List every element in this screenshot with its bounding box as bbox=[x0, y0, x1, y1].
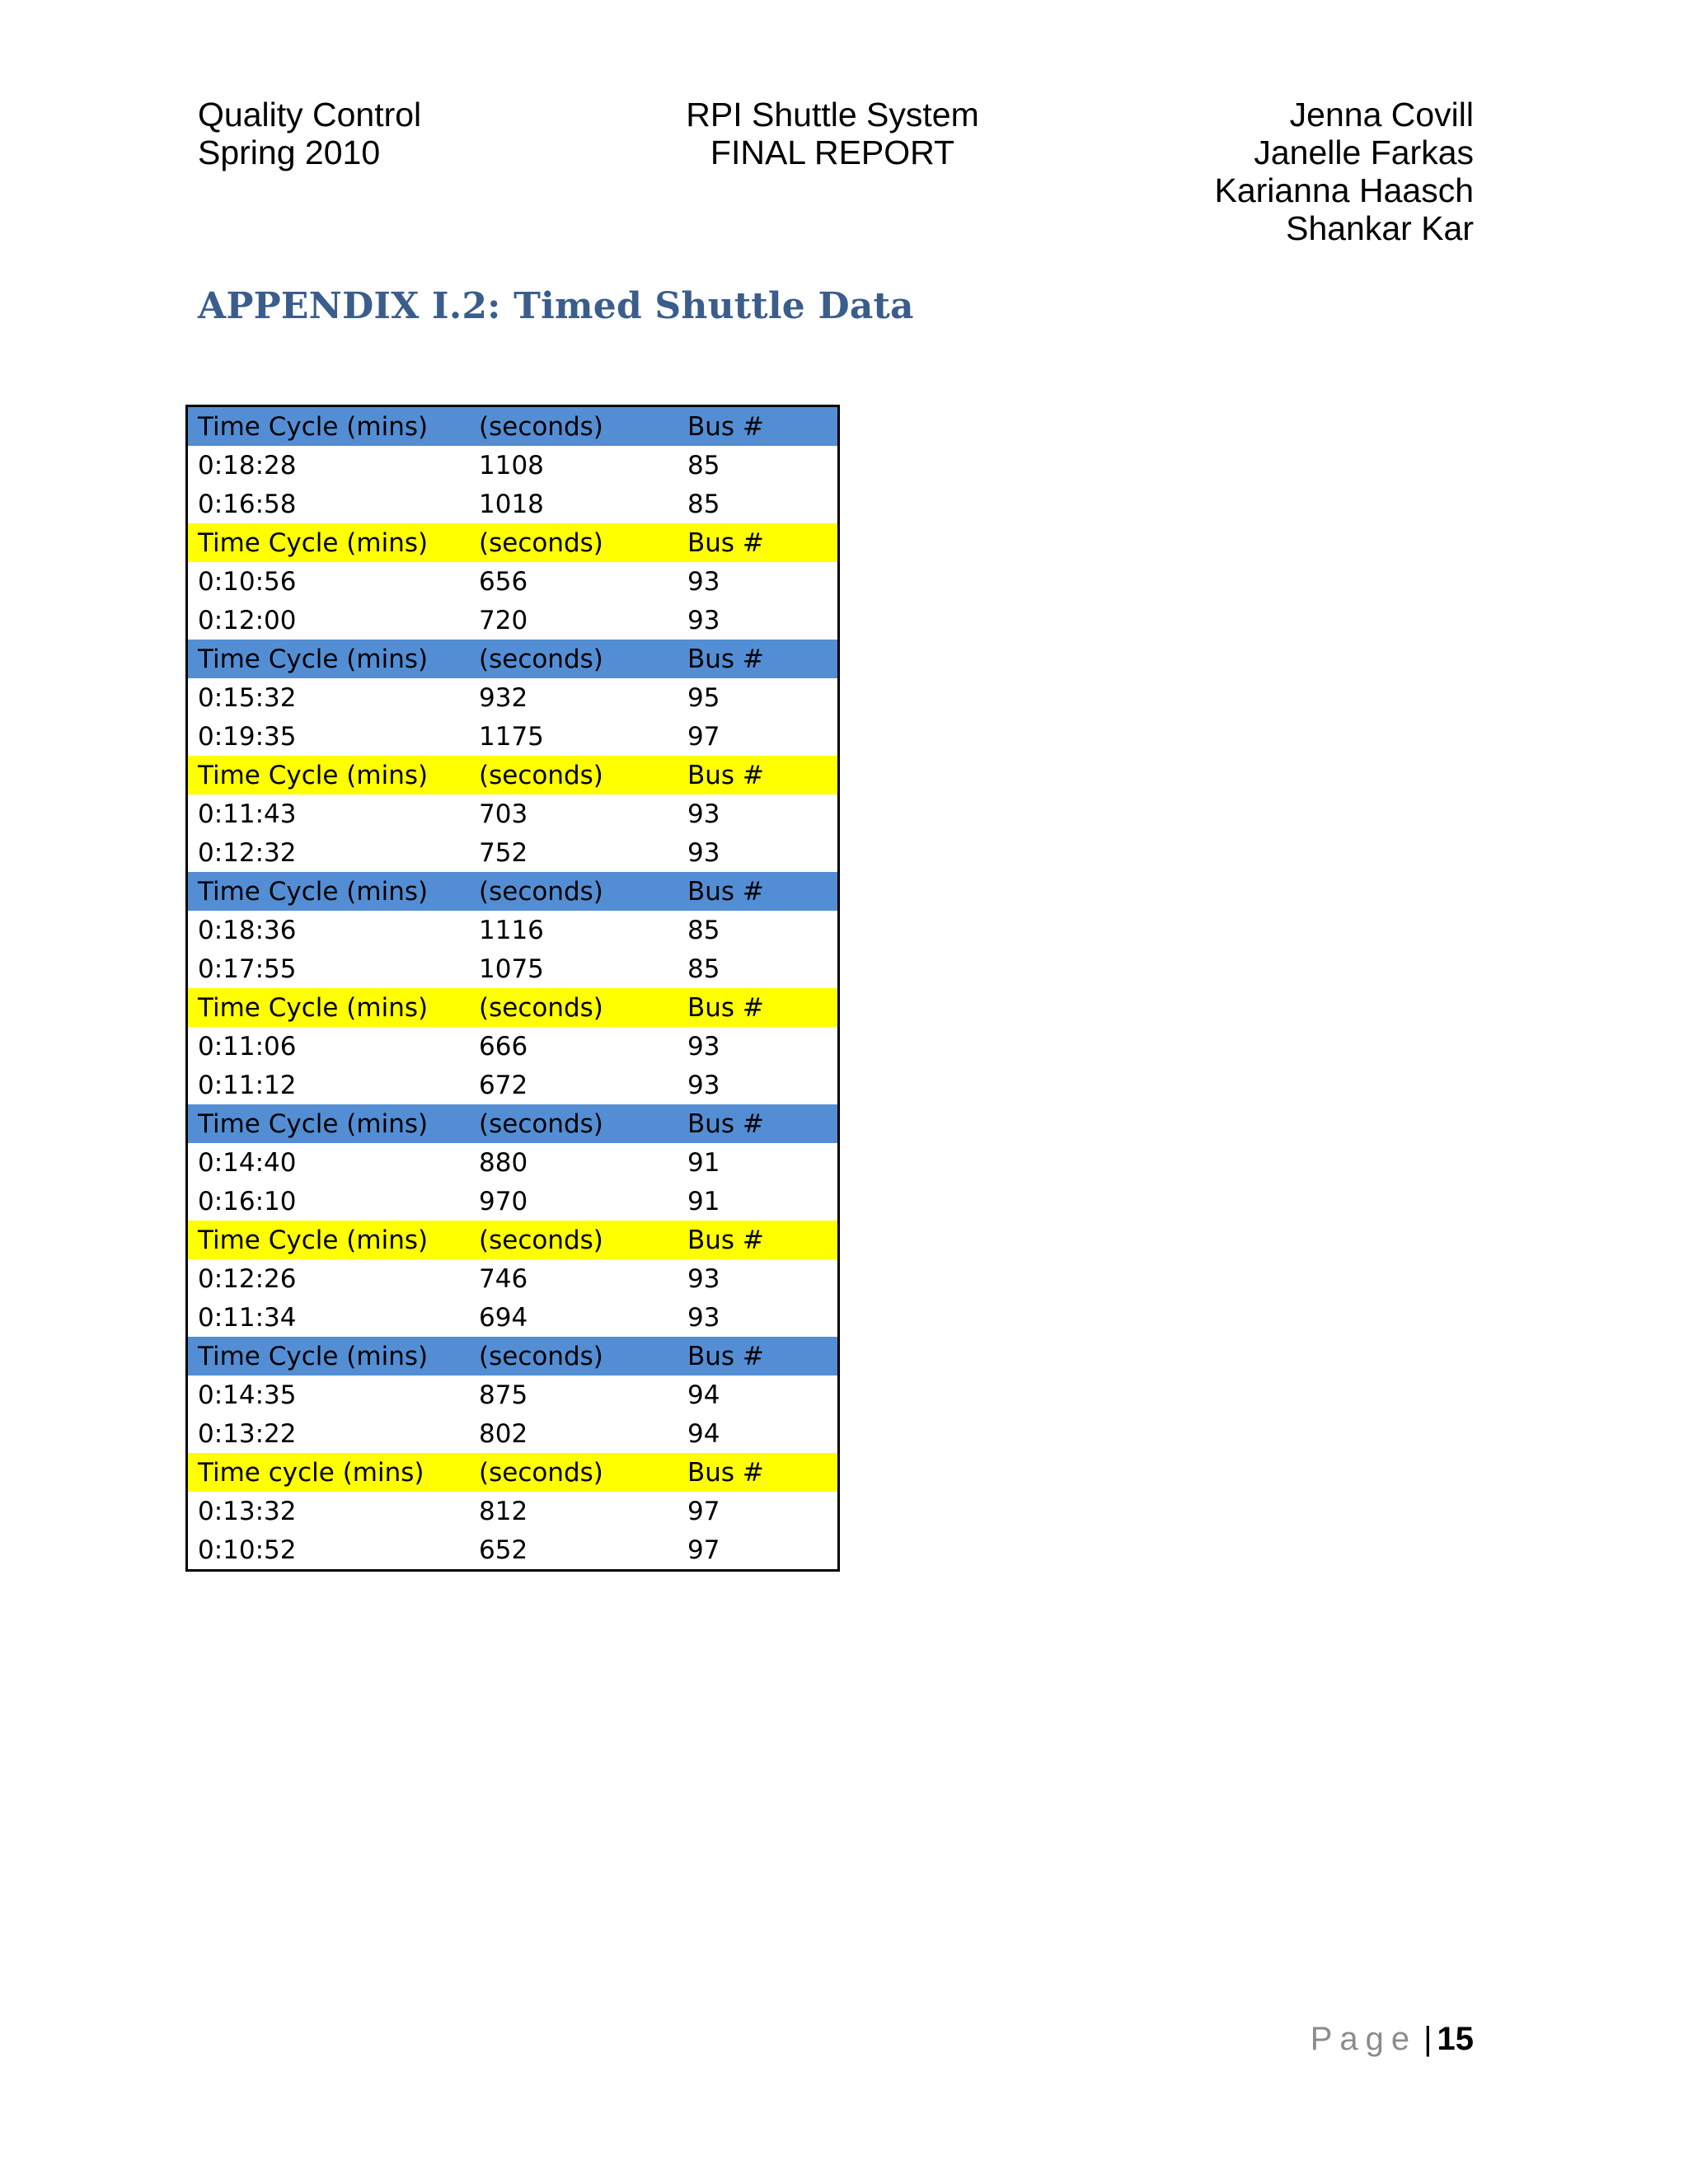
cell-seconds: 875 bbox=[479, 1380, 528, 1410]
author-name: Janelle Farkas bbox=[1254, 134, 1474, 171]
cell-seconds: 932 bbox=[479, 682, 528, 713]
cell-seconds: 1108 bbox=[479, 450, 544, 480]
header-cell-time-cycle: Time Cycle (mins) bbox=[198, 992, 429, 1023]
cell-seconds: 1075 bbox=[479, 954, 544, 984]
report-subject: RPI Shuttle System bbox=[686, 96, 979, 134]
page-separator: | bbox=[1423, 2021, 1432, 2057]
cell-time-cycle: 0:15:32 bbox=[198, 682, 297, 713]
table-group-header bbox=[188, 640, 837, 678]
table-row bbox=[188, 1143, 837, 1182]
cell-seconds: 666 bbox=[479, 1031, 528, 1062]
header-cell-bus: Bus # bbox=[687, 992, 764, 1023]
header-left bbox=[198, 96, 421, 171]
cell-seconds: 970 bbox=[479, 1186, 528, 1216]
cell-seconds: 746 bbox=[479, 1263, 528, 1294]
semester: Spring 2010 bbox=[198, 134, 381, 171]
table-group-header bbox=[188, 1337, 837, 1376]
page-label: Page bbox=[1310, 2021, 1418, 2057]
table-row bbox=[188, 601, 837, 640]
cell-time-cycle: 0:16:58 bbox=[198, 489, 297, 519]
table-row bbox=[188, 717, 837, 756]
cell-seconds: 752 bbox=[479, 837, 528, 868]
cell-time-cycle: 0:12:32 bbox=[198, 837, 297, 868]
cell-time-cycle: 0:11:34 bbox=[198, 1302, 297, 1333]
cell-time-cycle: 0:19:35 bbox=[198, 721, 297, 752]
header-cell-time-cycle: Time Cycle (mins) bbox=[198, 760, 429, 790]
cell-time-cycle: 0:13:32 bbox=[198, 1496, 297, 1526]
cell-seconds: 672 bbox=[479, 1070, 528, 1100]
header-cell-seconds: (seconds) bbox=[479, 992, 603, 1023]
cell-bus-number: 85 bbox=[687, 450, 720, 480]
header-cell-seconds: (seconds) bbox=[479, 760, 603, 790]
table-row bbox=[188, 1298, 837, 1337]
header-cell-seconds: (seconds) bbox=[479, 1341, 603, 1371]
cell-seconds: 812 bbox=[479, 1496, 528, 1526]
header-cell-bus: Bus # bbox=[687, 1457, 764, 1488]
table-row bbox=[188, 911, 837, 949]
header-cell-seconds: (seconds) bbox=[479, 527, 603, 558]
cell-time-cycle: 0:11:06 bbox=[198, 1031, 297, 1062]
header-cell-seconds: (seconds) bbox=[479, 1108, 603, 1139]
header-cell-bus: Bus # bbox=[687, 1341, 764, 1371]
table-group-header bbox=[188, 407, 837, 446]
cell-seconds: 656 bbox=[479, 566, 528, 597]
page-number: 15 bbox=[1437, 2021, 1474, 2057]
course-name: Quality Control bbox=[198, 96, 422, 134]
table-row bbox=[188, 794, 837, 833]
report-type: FINAL REPORT bbox=[710, 134, 955, 171]
cell-bus-number: 91 bbox=[687, 1186, 720, 1216]
header-center bbox=[610, 96, 1055, 171]
header-cell-bus: Bus # bbox=[687, 1225, 764, 1255]
cell-seconds: 802 bbox=[479, 1418, 528, 1449]
table-row bbox=[188, 949, 837, 988]
cell-seconds: 694 bbox=[479, 1302, 528, 1333]
cell-time-cycle: 0:17:55 bbox=[198, 954, 297, 984]
cell-time-cycle: 0:10:52 bbox=[198, 1535, 297, 1565]
timed-shuttle-table bbox=[185, 405, 840, 1572]
header-cell-time-cycle: Time Cycle (mins) bbox=[198, 411, 429, 442]
cell-bus-number: 97 bbox=[687, 721, 720, 752]
header-cell-bus: Bus # bbox=[687, 644, 764, 674]
cell-bus-number: 94 bbox=[687, 1418, 720, 1449]
header-authors bbox=[1214, 96, 1474, 247]
table-row bbox=[188, 1182, 837, 1221]
header-cell-seconds: (seconds) bbox=[479, 1225, 603, 1255]
table-group-header bbox=[188, 1221, 837, 1259]
table-group-header bbox=[188, 872, 837, 911]
cell-time-cycle: 0:10:56 bbox=[198, 566, 297, 597]
cell-bus-number: 85 bbox=[687, 489, 720, 519]
cell-bus-number: 91 bbox=[687, 1147, 720, 1178]
table-row bbox=[188, 1027, 837, 1066]
table-row bbox=[188, 1066, 837, 1104]
table-row bbox=[188, 562, 837, 601]
header-cell-bus: Bus # bbox=[687, 876, 764, 907]
cell-time-cycle: 0:12:26 bbox=[198, 1263, 297, 1294]
cell-bus-number: 85 bbox=[687, 954, 720, 984]
table-group-header bbox=[188, 523, 837, 562]
table-row bbox=[188, 1259, 837, 1298]
cell-seconds: 880 bbox=[479, 1147, 528, 1178]
header-cell-time-cycle: Time Cycle (mins) bbox=[198, 1341, 429, 1371]
cell-bus-number: 93 bbox=[687, 1031, 720, 1062]
header-cell-time-cycle: Time cycle (mins) bbox=[198, 1457, 424, 1488]
cell-bus-number: 93 bbox=[687, 799, 720, 829]
cell-seconds: 1116 bbox=[479, 915, 544, 945]
header-cell-bus: Bus # bbox=[687, 760, 764, 790]
header-cell-time-cycle: Time Cycle (mins) bbox=[198, 1225, 429, 1255]
cell-bus-number: 97 bbox=[687, 1535, 720, 1565]
cell-bus-number: 93 bbox=[687, 837, 720, 868]
table-group-header bbox=[188, 1104, 837, 1143]
header-cell-time-cycle: Time Cycle (mins) bbox=[198, 644, 429, 674]
cell-time-cycle: 0:11:12 bbox=[198, 1070, 297, 1100]
cell-time-cycle: 0:11:43 bbox=[198, 799, 297, 829]
cell-seconds: 1175 bbox=[479, 721, 544, 752]
header-cell-seconds: (seconds) bbox=[479, 411, 603, 442]
cell-time-cycle: 0:13:22 bbox=[198, 1418, 297, 1449]
header-cell-bus: Bus # bbox=[687, 411, 764, 442]
header-cell-seconds: (seconds) bbox=[479, 644, 603, 674]
cell-time-cycle: 0:18:36 bbox=[198, 915, 297, 945]
appendix-title: APPENDIX I.2: Timed Shuttle Data bbox=[198, 285, 914, 327]
cell-bus-number: 93 bbox=[687, 566, 720, 597]
table-row bbox=[188, 1376, 837, 1414]
author-name: Shankar Kar bbox=[1286, 209, 1474, 247]
header-cell-time-cycle: Time Cycle (mins) bbox=[198, 1108, 429, 1139]
header-cell-seconds: (seconds) bbox=[479, 876, 603, 907]
author-name: Jenna Covill bbox=[1289, 96, 1474, 134]
cell-bus-number: 93 bbox=[687, 1263, 720, 1294]
cell-time-cycle: 0:14:35 bbox=[198, 1380, 297, 1410]
table-group-header bbox=[188, 988, 837, 1027]
cell-seconds: 703 bbox=[479, 799, 528, 829]
page-footer bbox=[1311, 2021, 1474, 2058]
author-name: Karianna Haasch bbox=[1214, 171, 1474, 209]
cell-bus-number: 97 bbox=[687, 1496, 720, 1526]
cell-time-cycle: 0:18:28 bbox=[198, 450, 297, 480]
cell-bus-number: 93 bbox=[687, 1070, 720, 1100]
cell-time-cycle: 0:12:00 bbox=[198, 605, 297, 635]
header-cell-time-cycle: Time Cycle (mins) bbox=[198, 876, 429, 907]
cell-bus-number: 93 bbox=[687, 605, 720, 635]
table-row bbox=[188, 833, 837, 872]
table-group-header bbox=[188, 756, 837, 794]
table-row bbox=[188, 1530, 837, 1569]
cell-seconds: 1018 bbox=[479, 489, 544, 519]
table-row bbox=[188, 678, 837, 717]
cell-time-cycle: 0:14:40 bbox=[198, 1147, 297, 1178]
table-row bbox=[188, 1414, 837, 1453]
cell-bus-number: 85 bbox=[687, 915, 720, 945]
header-cell-time-cycle: Time Cycle (mins) bbox=[198, 527, 429, 558]
cell-bus-number: 95 bbox=[687, 682, 720, 713]
table-row bbox=[188, 446, 837, 485]
table-row bbox=[188, 485, 837, 523]
table-group-header bbox=[188, 1453, 837, 1492]
table-row bbox=[188, 1492, 837, 1530]
cell-bus-number: 94 bbox=[687, 1380, 720, 1410]
header-cell-seconds: (seconds) bbox=[479, 1457, 603, 1488]
cell-seconds: 720 bbox=[479, 605, 528, 635]
cell-seconds: 652 bbox=[479, 1535, 528, 1565]
cell-time-cycle: 0:16:10 bbox=[198, 1186, 297, 1216]
cell-bus-number: 93 bbox=[687, 1302, 720, 1333]
header-cell-bus: Bus # bbox=[687, 527, 764, 558]
header-cell-bus: Bus # bbox=[687, 1108, 764, 1139]
